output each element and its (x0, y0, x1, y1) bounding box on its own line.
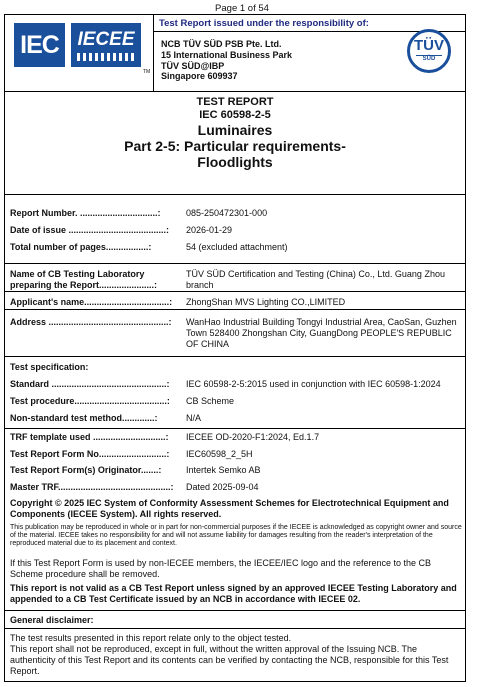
lab-name-label: preparing the Report......................: (10, 280, 158, 290)
report-title (5, 92, 465, 195)
lab-name-value: TÜV SÜD Certification and Testing (China) Co., Ltd. Guang Zhou branch (186, 269, 445, 290)
applicant-label: Applicant's name..................................: (10, 297, 173, 307)
disclaimer-heading: General disclaimer: (10, 615, 94, 625)
ncb-line: TÜV SÜD@IBP (161, 60, 225, 71)
trf-section (5, 429, 465, 611)
date-of-issue-value: 2026-01-29 (186, 225, 233, 235)
title-line: TEST REPORT (196, 96, 274, 108)
address-label: Address ................................................: (10, 317, 172, 327)
total-pages-value: 54 (excluded attachment) (186, 242, 288, 252)
applicant-value: ZhongShan MVS Lighting CO.,LIMITED (186, 297, 346, 307)
ncb-address (161, 39, 292, 82)
test-procedure-label: Test procedure.....................................: (10, 396, 170, 406)
tuv-sud-logo (407, 29, 451, 73)
lab-name-label: Name of CB Testing Laboratory (10, 269, 145, 279)
test-spec-heading: Test specification: (10, 362, 89, 372)
total-pages-label: Total number of pages.................: (10, 242, 152, 252)
ncb-line: 15 International Business Park (161, 49, 293, 60)
title-line: Luminaires (197, 122, 273, 138)
trf-originator-value: Intertek Semko AB (186, 465, 261, 475)
validity-notice: This report is not valid as a CB Test Report unless signed by an approved IECEE Testing Laboratory and appended to a CB Test Certificate issued by an NCB in accordance with IECEE 02. (10, 583, 457, 604)
responsibility-heading: Test Report issued under the responsibility of: (159, 18, 369, 29)
iec-logo: IEC (14, 23, 65, 67)
disclaimer-text: This report shall not be reproduced, except in full, without the written approval of the Issuing NCB. The authenticity of this Test Report and its contents can be verified by contacting the NCB, responsible for this Test Report. (10, 644, 449, 676)
lab-section (5, 264, 465, 292)
non-member-notice: If this Test Report Form is used by non-IECEE members, the IECEE/IEC logo and the reference to the CB Scheme procedure shall be removed. (10, 558, 432, 579)
non-standard-label: Non-standard test method.............: (10, 413, 158, 423)
report-number-value: 085-250472301-000 (186, 208, 268, 218)
report-header (5, 15, 465, 92)
report-frame (4, 14, 466, 682)
header-divider (153, 15, 154, 91)
iecee-logo (71, 23, 141, 67)
non-standard-value: N/A (186, 413, 202, 423)
iecee-logo-bars (77, 53, 135, 61)
ncb-line: NCB TÜV SÜD PSB Pte. Ltd. (161, 39, 282, 49)
title-line: IEC 60598-2-5 (199, 109, 271, 121)
tuv-logo-bottom: SÜD (416, 55, 442, 63)
master-trf-label: Master TRF.............................................: (10, 482, 174, 492)
trf-form-number-value: IEC60598_2_5H (186, 449, 253, 459)
copyright-notice: Copyright © 2025 IEC System of Conformity Assessment Schemes for Electrotechnical Equipment and Components (IECEE System). All rights reserved. (10, 498, 449, 519)
trademark-mark: TM (143, 69, 151, 75)
trf-template-label: TRF template used .............................: (10, 432, 169, 442)
applicant-section (5, 292, 465, 310)
trf-originator-label: Test Report Form(s) Originator.......: (10, 465, 162, 475)
title-line: Floodlights (197, 154, 273, 170)
test-spec-section (5, 357, 465, 429)
title-line: Part 2-5: Particular requirements- (124, 138, 346, 154)
address-section (5, 310, 465, 357)
page-number: Page 1 of 54 (215, 3, 269, 14)
report-info-section (5, 195, 465, 264)
report-number-label: Report Number. ...............................: (10, 208, 161, 218)
master-trf-value: Dated 2025-09-04 (186, 482, 259, 492)
disclaimer-section (5, 629, 465, 681)
trf-form-number-label: Test Report Form No...........................: (10, 449, 170, 459)
tuv-logo-top: TÜV (414, 37, 444, 54)
standard-label: Standard ..............................................: (10, 379, 170, 389)
trf-template-value: IECEE OD-2020-F1:2024, Ed.1.7 (186, 432, 320, 442)
standard-value: IEC 60598-2-5:2015 used in conjunction with IEC 60598-1:2024 (186, 379, 441, 389)
iecee-logo-text: IECEE (77, 29, 135, 50)
ncb-line: Singapore 609937 (161, 71, 238, 82)
disclaimer-heading-section (5, 611, 465, 629)
address-value: WanHao Industrial Building Tongyi Industrial Area, CaoSan, Guzhen Town 528400 Zhongshan City, GuangDong PEOPLE'S REPUBLIC OF CHINA (186, 317, 457, 349)
publication-notice: This publication may be reproduced in whole or in part for non-commercial purposes if the IECEE is acknowledged as copyright owner and source of the material. IECEE takes no responsibility for and will not assume liability for damages resulting from the reader's interpretation of the reproduced material due to its placement and context. (10, 524, 462, 548)
disclaimer-text: The test results presented in this report relate only to the object tested. (10, 633, 292, 643)
date-of-issue-label: Date of issue .......................................: (10, 225, 170, 235)
test-procedure-value: CB Scheme (186, 396, 235, 406)
